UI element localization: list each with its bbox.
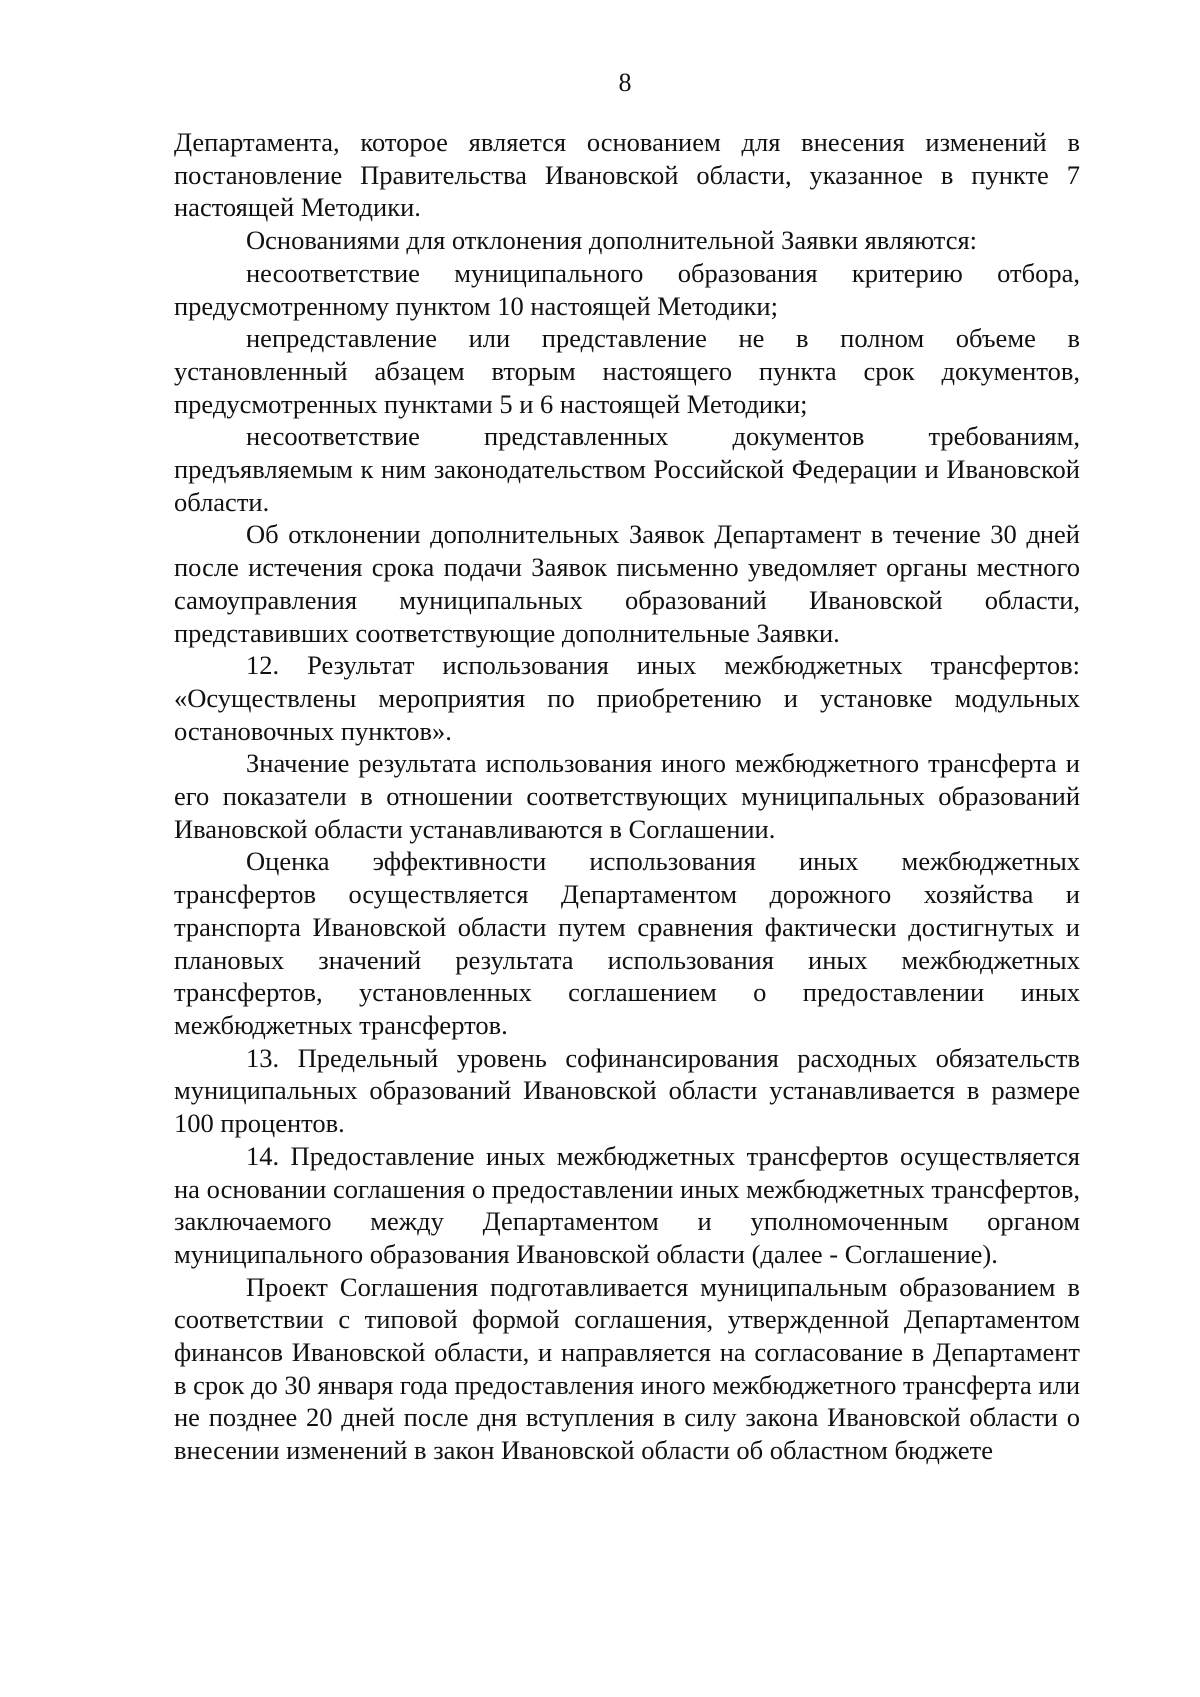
paragraph: Основаниями для отклонения дополнительной Заявки являются: [246, 225, 978, 256]
paragraph: 13. Предельный уровень софинансирования расходных обязательств муниципальных образований Ивановской области устанавливается в размере 100 процентов. [174, 1042, 1080, 1139]
paragraph: непредставление или представление не в полном объеме в установленный абзацем вторым настоящего пункта срок документов, предусмотренных пунктами 5 и 6 настоящей Методики; [174, 323, 1080, 419]
paragraph: Оценка эффективности использования иных межбюджетных трансфертов осуществляется Департаментом дорожного хозяйства и транспорта Ивановской области путем сравнения фактически достигнутых и плановых значений результата использования иных межбюджетных трансфертов, установленных соглашением о предоставлении иных межбюджетных трансфертов. [174, 846, 1080, 1040]
paragraph: Об отклонении дополнительных Заявок Департамент в течение 30 дней после истечения срока подачи Заявок письменно уведомляет органы местного самоуправления муниципальных образований Ивановской области, представивших соответствующие дополнительные Заявки. [174, 519, 1080, 648]
paragraph: Значение результата использования иного межбюджетного трансферта и его показатели в отношении соответствующих муниципальных образований Ивановской области устанавливаются в Соглашении. [174, 748, 1080, 844]
page-number: 8 [618, 68, 632, 97]
paragraph: Департамента, которое является основанием для внесения изменений в постановление Правительства Ивановской области, указанное в пункте 7 настоящей Методики. [174, 127, 1080, 223]
paragraph: 14. Предоставление иных межбюджетных трансфертов осуществляется на основании соглашения о предоставлении иных межбюджетных трансфертов, заключаемого между Департаментом и уполномоченным органом муниципального образования Ивановской области (далее - Соглашение). [174, 1140, 1080, 1269]
body-text [174, 126, 1080, 1467]
paragraph: несоответствие муниципального образования критерию отбора, предусмотренному пунктом 10 настоящей Методики; [174, 257, 1080, 321]
paragraph: несоответствие представленных документов требованиям, предъявляемым к ним законодательством Российской Федерации и Ивановской области. [174, 421, 1080, 517]
paragraph: 12. Результат использования иных межбюджетных трансфертов: «Осуществлены мероприятия по приобретению и установке модульных остановочных пунктов». [174, 650, 1080, 746]
paragraph: Проект Соглашения подготавливается муниципальным образованием в соответствии с типовой формой соглашения, утвержденной Департаментом финансов Ивановской области, и направляется на согласование в Департамент в срок до 30 января года предоставления иного межбюджетного трансферта или не позднее 20 дней после дня вступления в силу закона Ивановской области о внесении изменений в закон Ивановской области об областном бюджете [174, 1271, 1080, 1466]
